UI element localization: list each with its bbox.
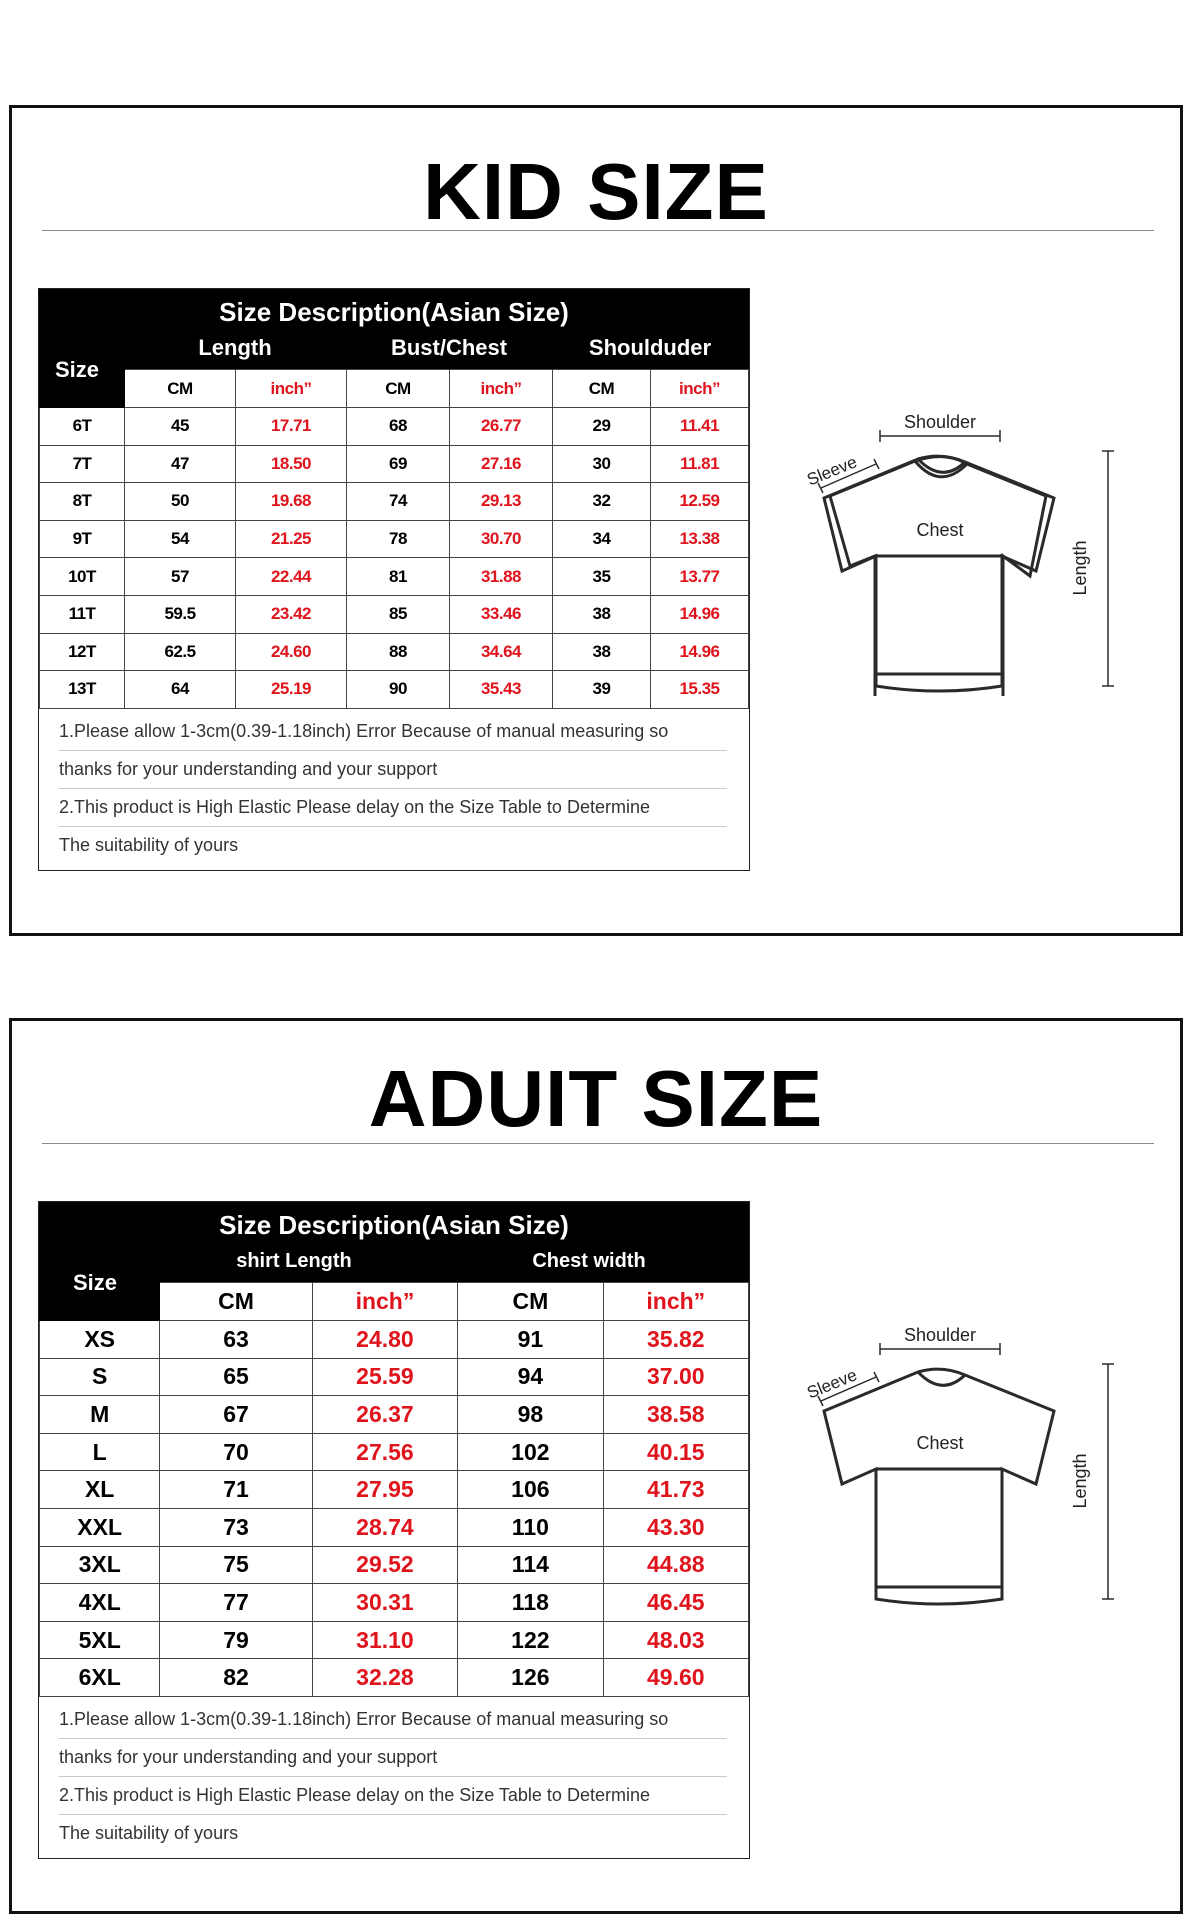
adult-shoulder-label: Shoulder: [903, 1325, 977, 1345]
kid-note-line: 1.Please allow 1-3cm(0.39-1.18inch) Error Because of manual measuring so: [59, 713, 727, 751]
inch-value-cell: 35.82: [603, 1321, 748, 1359]
inch-value-cell: 43.30: [603, 1508, 748, 1546]
inch-value-cell: 14.96: [651, 595, 749, 633]
cm-value-cell: 82: [160, 1659, 312, 1697]
size-cell: 10T: [40, 558, 125, 596]
adult-size-grid: [39, 1282, 749, 1697]
inch-value-cell: 25.19: [236, 671, 347, 709]
inch-value-cell: 11.41: [651, 408, 749, 446]
cm-value-cell: 64: [125, 671, 236, 709]
inch-value-cell: 31.10: [312, 1621, 457, 1659]
kid-note-line: thanks for your understanding and your support: [59, 751, 727, 789]
inch-value-cell: 25.59: [312, 1358, 457, 1396]
adult-chest-label: Chest: [916, 1433, 964, 1453]
inch-value-cell: 19.68: [236, 483, 347, 521]
inch-value-cell: 41.73: [603, 1471, 748, 1509]
table-row: [40, 520, 749, 558]
inch-value-cell: 24.80: [312, 1321, 457, 1359]
inch-value-cell: 32.28: [312, 1659, 457, 1697]
adult-length-label: Length: [1070, 1453, 1090, 1509]
adult-group-chest-width: Chest width: [532, 1250, 646, 1272]
cm-value-cell: 91: [458, 1321, 603, 1359]
size-cell: 5XL: [40, 1621, 160, 1659]
adult-size-header: Size: [73, 1270, 118, 1295]
cm-value-cell: 102: [458, 1433, 603, 1471]
cm-value-cell: 94: [458, 1358, 603, 1396]
cm-value-cell: 85: [347, 595, 450, 633]
kid-table-caption: Size Description(Asian Size): [219, 297, 569, 327]
inch-value-cell: 23.42: [236, 595, 347, 633]
inch-value-cell: 27.16: [450, 445, 553, 483]
kid-note-line: The suitability of yours: [59, 834, 239, 855]
inch-value-cell: 30.70: [450, 520, 553, 558]
size-cell: 3XL: [40, 1546, 160, 1584]
adult-size-table: [38, 1201, 750, 1859]
inch-value-cell: 33.46: [450, 595, 553, 633]
table-row: [40, 1546, 749, 1584]
cm-value-cell: 32: [553, 483, 651, 521]
inch-value-cell: 11.81: [651, 445, 749, 483]
cm-value-cell: 35: [553, 558, 651, 596]
inch-value-cell: 38.58: [603, 1396, 748, 1434]
inch-value-cell: 28.74: [312, 1508, 457, 1546]
cm-value-cell: 29: [553, 408, 651, 446]
kid-sleeve-label: Sleeve: [804, 452, 860, 490]
size-cell: XXL: [40, 1508, 160, 1546]
inch-value-cell: 24.60: [236, 633, 347, 671]
kid-title-divider: [42, 230, 1154, 231]
size-cell: 12T: [40, 633, 125, 671]
adult-notes: [39, 1697, 749, 1858]
inch-value-cell: 35.43: [450, 671, 553, 709]
inch-value-cell: 22.44: [236, 558, 347, 596]
adult-unit-header: inch”: [312, 1283, 457, 1321]
inch-value-cell: 13.38: [651, 520, 749, 558]
cm-value-cell: 30: [553, 445, 651, 483]
cm-value-cell: 90: [347, 671, 450, 709]
cm-value-cell: 71: [160, 1471, 312, 1509]
size-cell: 13T: [40, 671, 125, 709]
size-cell: 11T: [40, 595, 125, 633]
table-row: [40, 1358, 749, 1396]
kid-group-length: Length: [198, 335, 272, 360]
cm-value-cell: 122: [458, 1621, 603, 1659]
table-row: [40, 1584, 749, 1622]
kid-group-bust-chest: Bust/Chest: [390, 335, 508, 360]
inch-value-cell: 29.13: [450, 483, 553, 521]
cm-value-cell: 126: [458, 1659, 603, 1697]
cm-value-cell: 114: [458, 1546, 603, 1584]
kid-size-grid: [39, 369, 749, 709]
kid-size-table: [38, 288, 750, 871]
kid-notes: [39, 709, 749, 870]
cm-value-cell: 70: [160, 1433, 312, 1471]
cm-value-cell: 77: [160, 1584, 312, 1622]
inch-value-cell: 37.00: [603, 1358, 748, 1396]
size-cell: M: [40, 1396, 160, 1434]
table-row: [40, 671, 749, 709]
cm-value-cell: 65: [160, 1358, 312, 1396]
kid-unit-header: CM: [553, 370, 651, 408]
cm-value-cell: 34: [553, 520, 651, 558]
cm-value-cell: 73: [160, 1508, 312, 1546]
cm-value-cell: 98: [458, 1396, 603, 1434]
adult-sleeve-label: Sleeve: [804, 1365, 860, 1403]
adult-note-line: 1.Please allow 1-3cm(0.39-1.18inch) Error Because of manual measuring so: [59, 1701, 727, 1739]
size-cell: 7T: [40, 445, 125, 483]
inch-value-cell: 31.88: [450, 558, 553, 596]
adult-note-line: 2.This product is High Elastic Please delay on the Size Table to Determine: [59, 1777, 727, 1815]
inch-value-cell: 34.64: [450, 633, 553, 671]
adult-tshirt-diagram: [790, 1319, 1135, 1614]
table-row: [40, 1621, 749, 1659]
kid-unit-header: inch”: [651, 370, 749, 408]
kid-group-shoulder: Shoulduder: [588, 335, 712, 360]
inch-value-cell: 27.95: [312, 1471, 457, 1509]
cm-value-cell: 110: [458, 1508, 603, 1546]
kid-unit-header: CM: [347, 370, 450, 408]
size-cell: XL: [40, 1471, 160, 1509]
table-row: [40, 558, 749, 596]
inch-value-cell: 48.03: [603, 1621, 748, 1659]
table-row: [40, 483, 749, 521]
table-row: [40, 633, 749, 671]
inch-value-cell: 40.15: [603, 1433, 748, 1471]
table-row: [40, 1396, 749, 1434]
cm-value-cell: 78: [347, 520, 450, 558]
cm-value-cell: 79: [160, 1621, 312, 1659]
table-row: [40, 408, 749, 446]
cm-value-cell: 45: [125, 408, 236, 446]
cm-value-cell: 47: [125, 445, 236, 483]
table-row: [40, 1659, 749, 1697]
cm-value-cell: 50: [125, 483, 236, 521]
adult-group-shirt-length: shirt Length: [236, 1250, 352, 1272]
adult-note-line: The suitability of yours: [59, 1822, 239, 1843]
kid-size-panel: [9, 105, 1183, 936]
table-row: [40, 445, 749, 483]
kid-chest-label: Chest: [916, 520, 964, 540]
adult-table-caption: Size Description(Asian Size): [219, 1210, 569, 1240]
cm-value-cell: 88: [347, 633, 450, 671]
adult-size-panel: [9, 1018, 1183, 1914]
kid-tshirt-diagram: [790, 406, 1135, 701]
table-row: [40, 595, 749, 633]
kid-unit-header: CM: [125, 370, 236, 408]
cm-value-cell: 67: [160, 1396, 312, 1434]
size-cell: 6XL: [40, 1659, 160, 1697]
cm-value-cell: 118: [458, 1584, 603, 1622]
inch-value-cell: 12.59: [651, 483, 749, 521]
table-row: [40, 1471, 749, 1509]
size-cell: 6T: [40, 408, 125, 446]
inch-value-cell: 15.35: [651, 671, 749, 709]
inch-value-cell: 21.25: [236, 520, 347, 558]
size-cell: 9T: [40, 520, 125, 558]
cm-value-cell: 106: [458, 1471, 603, 1509]
inch-value-cell: 13.77: [651, 558, 749, 596]
inch-value-cell: 27.56: [312, 1433, 457, 1471]
inch-value-cell: 17.71: [236, 408, 347, 446]
kid-unit-header: inch”: [236, 370, 347, 408]
size-cell: 8T: [40, 483, 125, 521]
kid-unit-header: inch”: [450, 370, 553, 408]
cm-value-cell: 57: [125, 558, 236, 596]
kid-length-label: Length: [1070, 540, 1090, 596]
size-cell: XS: [40, 1321, 160, 1359]
adult-size-title: ADUIT SIZE: [368, 1054, 824, 1143]
cm-value-cell: 69: [347, 445, 450, 483]
size-cell: 4XL: [40, 1584, 160, 1622]
size-cell: S: [40, 1358, 160, 1396]
cm-value-cell: 75: [160, 1546, 312, 1584]
table-row: [40, 1321, 749, 1359]
table-row: [40, 1508, 749, 1546]
adult-unit-header: inch”: [603, 1283, 748, 1321]
adult-unit-header: CM: [458, 1283, 603, 1321]
inch-value-cell: 46.45: [603, 1584, 748, 1622]
inch-value-cell: 18.50: [236, 445, 347, 483]
inch-value-cell: 29.52: [312, 1546, 457, 1584]
kid-units-row: [40, 370, 749, 408]
inch-value-cell: 30.31: [312, 1584, 457, 1622]
kid-size-header: Size: [55, 357, 100, 382]
inch-value-cell: 44.88: [603, 1546, 748, 1584]
cm-value-cell: 63: [160, 1321, 312, 1359]
cm-value-cell: 81: [347, 558, 450, 596]
adult-units-row: [40, 1283, 749, 1321]
cm-value-cell: 74: [347, 483, 450, 521]
cm-value-cell: 38: [553, 595, 651, 633]
inch-value-cell: 26.37: [312, 1396, 457, 1434]
inch-value-cell: 49.60: [603, 1659, 748, 1697]
adult-unit-header: CM: [160, 1283, 312, 1321]
table-row: [40, 1433, 749, 1471]
adult-table-header: [39, 1202, 749, 1295]
adult-title-divider: [42, 1143, 1154, 1144]
kid-size-title: KID SIZE: [423, 147, 769, 236]
adult-note-line: thanks for your understanding and your support: [59, 1739, 727, 1777]
inch-value-cell: 26.77: [450, 408, 553, 446]
cm-value-cell: 68: [347, 408, 450, 446]
cm-value-cell: 62.5: [125, 633, 236, 671]
cm-value-cell: 54: [125, 520, 236, 558]
size-cell: L: [40, 1433, 160, 1471]
inch-value-cell: 14.96: [651, 633, 749, 671]
cm-value-cell: 59.5: [125, 595, 236, 633]
kid-note-line: 2.This product is High Elastic Please delay on the Size Table to Determine: [59, 789, 727, 827]
cm-value-cell: 38: [553, 633, 651, 671]
cm-value-cell: 39: [553, 671, 651, 709]
kid-table-header: [39, 289, 749, 382]
kid-shoulder-label: Shoulder: [903, 412, 977, 432]
